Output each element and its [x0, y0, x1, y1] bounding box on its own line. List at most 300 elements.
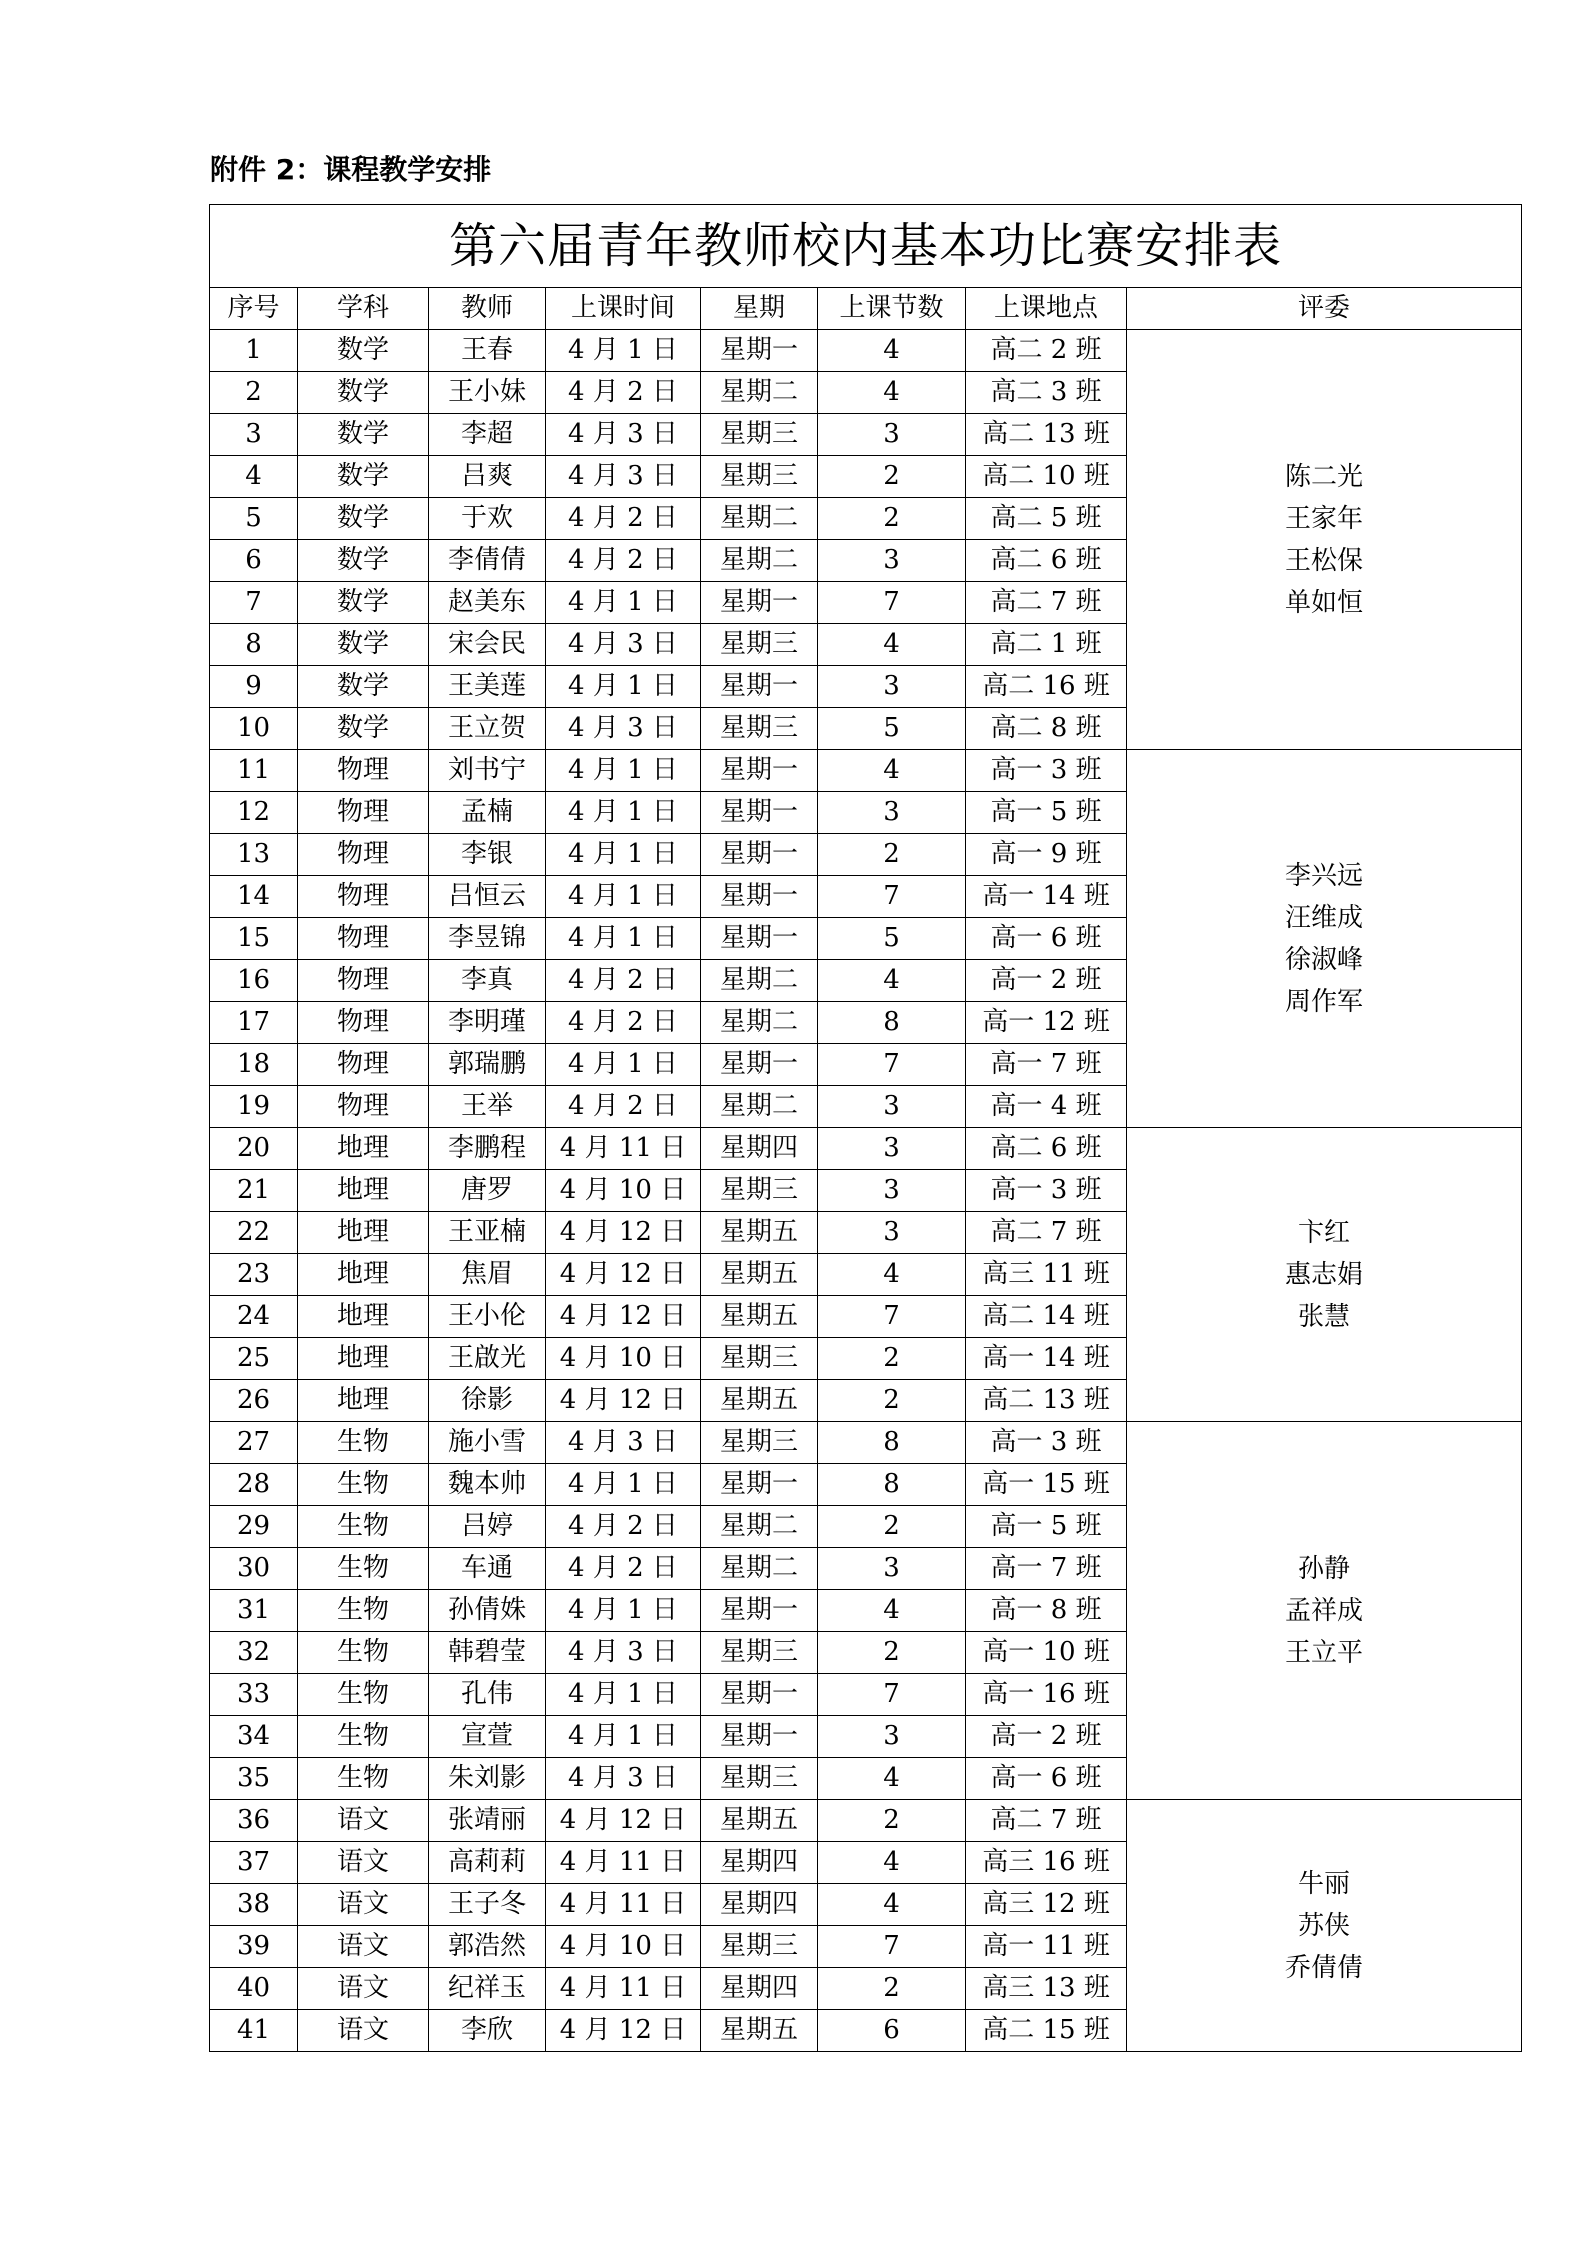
classroom-cell: 高二 6 班 [966, 540, 1127, 582]
teacher-cell: 于欢 [429, 498, 546, 540]
period-cell: 4 [818, 1590, 966, 1632]
class-date-cell: 4 月 10 日 [546, 1338, 701, 1380]
teacher-cell: 焦眉 [429, 1254, 546, 1296]
classroom-cell: 高二 13 班 [966, 1380, 1127, 1422]
row-number-cell: 15 [210, 918, 298, 960]
class-date-cell: 4 月 1 日 [546, 1716, 701, 1758]
subject-cell: 数学 [298, 372, 429, 414]
period-cell: 2 [818, 1968, 966, 2010]
teacher-cell: 王啟光 [429, 1338, 546, 1380]
class-date-cell: 4 月 2 日 [546, 1506, 701, 1548]
subject-cell: 语文 [298, 1968, 429, 2010]
row-number-cell: 31 [210, 1590, 298, 1632]
class-date-cell: 4 月 12 日 [546, 1212, 701, 1254]
judge-name: 乔倩倩 [1285, 1952, 1364, 1983]
subject-cell: 生物 [298, 1716, 429, 1758]
class-date-cell: 4 月 12 日 [546, 1254, 701, 1296]
subject-cell: 生物 [298, 1506, 429, 1548]
subject-cell: 生物 [298, 1758, 429, 1800]
period-cell: 4 [818, 372, 966, 414]
class-date-cell: 4 月 2 日 [546, 1002, 701, 1044]
teacher-cell: 王小伦 [429, 1296, 546, 1338]
period-cell: 4 [818, 1884, 966, 1926]
row-number-cell: 11 [210, 750, 298, 792]
row-number-cell: 14 [210, 876, 298, 918]
class-date-cell: 4 月 3 日 [546, 414, 701, 456]
period-cell: 7 [818, 582, 966, 624]
teacher-cell: 王亚楠 [429, 1212, 546, 1254]
weekday-cell: 星期二 [701, 498, 818, 540]
classroom-cell: 高一 11 班 [966, 1926, 1127, 1968]
subject-cell: 数学 [298, 540, 429, 582]
subject-cell: 语文 [298, 2010, 429, 2052]
weekday-cell: 星期一 [701, 1674, 818, 1716]
class-date-cell: 4 月 12 日 [546, 1380, 701, 1422]
subject-cell: 物理 [298, 834, 429, 876]
class-date-cell: 4 月 12 日 [546, 2010, 701, 2052]
row-number-cell: 36 [210, 1800, 298, 1842]
subject-cell: 物理 [298, 750, 429, 792]
teacher-cell: 高莉莉 [429, 1842, 546, 1884]
teacher-cell: 韩碧莹 [429, 1632, 546, 1674]
class-date-cell: 4 月 1 日 [546, 876, 701, 918]
class-date-cell: 4 月 1 日 [546, 1044, 701, 1086]
subject-cell: 数学 [298, 414, 429, 456]
table-row [210, 1422, 1522, 1464]
period-cell: 7 [818, 1296, 966, 1338]
weekday-cell: 星期四 [701, 1884, 818, 1926]
period-cell: 3 [818, 414, 966, 456]
weekday-cell: 星期一 [701, 1464, 818, 1506]
classroom-cell: 高二 6 班 [966, 1128, 1127, 1170]
class-date-cell: 4 月 12 日 [546, 1800, 701, 1842]
class-date-cell: 4 月 1 日 [546, 330, 701, 372]
teacher-cell: 李银 [429, 834, 546, 876]
subject-cell: 地理 [298, 1212, 429, 1254]
subject-cell: 生物 [298, 1548, 429, 1590]
classroom-cell: 高一 2 班 [966, 960, 1127, 1002]
judge-name: 卞红 [1298, 1217, 1351, 1248]
weekday-cell: 星期三 [701, 1632, 818, 1674]
attachment-label: 附件 2：课程教学安排 [210, 153, 492, 186]
weekday-cell: 星期二 [701, 1506, 818, 1548]
class-date-cell: 4 月 12 日 [546, 1296, 701, 1338]
table-title: 第六届青年教师校内基本功比赛安排表 [210, 205, 1522, 288]
weekday-cell: 星期三 [701, 414, 818, 456]
header-cell: 上课节数 [818, 288, 966, 330]
classroom-cell: 高一 15 班 [966, 1464, 1127, 1506]
period-cell: 7 [818, 1926, 966, 1968]
subject-cell: 生物 [298, 1422, 429, 1464]
judge-name: 王立平 [1285, 1637, 1364, 1668]
period-cell: 8 [818, 1464, 966, 1506]
weekday-cell: 星期四 [701, 1842, 818, 1884]
period-cell: 4 [818, 330, 966, 372]
period-cell: 4 [818, 1842, 966, 1884]
classroom-cell: 高二 2 班 [966, 330, 1127, 372]
teacher-cell: 车通 [429, 1548, 546, 1590]
row-number-cell: 1 [210, 330, 298, 372]
row-number-cell: 4 [210, 456, 298, 498]
row-number-cell: 6 [210, 540, 298, 582]
classroom-cell: 高一 5 班 [966, 792, 1127, 834]
teacher-cell: 王美莲 [429, 666, 546, 708]
classroom-cell: 高二 16 班 [966, 666, 1127, 708]
period-cell: 3 [818, 1548, 966, 1590]
period-cell: 2 [818, 1506, 966, 1548]
class-date-cell: 4 月 1 日 [546, 918, 701, 960]
teacher-cell: 王小妹 [429, 372, 546, 414]
class-date-cell: 4 月 3 日 [546, 456, 701, 498]
period-cell: 2 [818, 1338, 966, 1380]
class-date-cell: 4 月 1 日 [546, 666, 701, 708]
class-date-cell: 4 月 3 日 [546, 624, 701, 666]
row-number-cell: 34 [210, 1716, 298, 1758]
period-cell: 6 [818, 2010, 966, 2052]
class-date-cell: 4 月 11 日 [546, 1128, 701, 1170]
header-cell: 评委 [1127, 288, 1522, 330]
teacher-cell: 李明瑾 [429, 1002, 546, 1044]
weekday-cell: 星期一 [701, 834, 818, 876]
judge-name: 王家年 [1285, 503, 1364, 534]
subject-cell: 物理 [298, 960, 429, 1002]
subject-cell: 物理 [298, 1002, 429, 1044]
weekday-cell: 星期一 [701, 330, 818, 372]
row-number-cell: 30 [210, 1548, 298, 1590]
header-cell: 序号 [210, 288, 298, 330]
period-cell: 2 [818, 1632, 966, 1674]
period-cell: 3 [818, 1086, 966, 1128]
period-cell: 2 [818, 834, 966, 876]
weekday-cell: 星期三 [701, 708, 818, 750]
classroom-cell: 高一 4 班 [966, 1086, 1127, 1128]
classroom-cell: 高二 8 班 [966, 708, 1127, 750]
teacher-cell: 郭瑞鹏 [429, 1044, 546, 1086]
classroom-cell: 高一 12 班 [966, 1002, 1127, 1044]
row-number-cell: 3 [210, 414, 298, 456]
classroom-cell: 高一 3 班 [966, 750, 1127, 792]
classroom-cell: 高一 7 班 [966, 1548, 1127, 1590]
class-date-cell: 4 月 2 日 [546, 498, 701, 540]
table-row [210, 1800, 1522, 1842]
row-number-cell: 24 [210, 1296, 298, 1338]
classroom-cell: 高一 5 班 [966, 1506, 1127, 1548]
weekday-cell: 星期三 [701, 1926, 818, 1968]
header-cell: 教师 [429, 288, 546, 330]
subject-cell: 生物 [298, 1464, 429, 1506]
row-number-cell: 40 [210, 1968, 298, 2010]
row-number-cell: 32 [210, 1632, 298, 1674]
classroom-cell: 高二 7 班 [966, 582, 1127, 624]
period-cell: 7 [818, 876, 966, 918]
header-cell: 星期 [701, 288, 818, 330]
row-number-cell: 7 [210, 582, 298, 624]
subject-cell: 数学 [298, 582, 429, 624]
period-cell: 8 [818, 1002, 966, 1044]
teacher-cell: 宣萱 [429, 1716, 546, 1758]
period-cell: 3 [818, 540, 966, 582]
subject-cell: 物理 [298, 918, 429, 960]
subject-cell: 地理 [298, 1380, 429, 1422]
teacher-cell: 孔伟 [429, 1674, 546, 1716]
row-number-cell: 22 [210, 1212, 298, 1254]
class-date-cell: 4 月 10 日 [546, 1926, 701, 1968]
weekday-cell: 星期一 [701, 750, 818, 792]
row-number-cell: 27 [210, 1422, 298, 1464]
classroom-cell: 高一 9 班 [966, 834, 1127, 876]
teacher-cell: 李昱锦 [429, 918, 546, 960]
period-cell: 4 [818, 750, 966, 792]
subject-cell: 地理 [298, 1128, 429, 1170]
teacher-cell: 徐影 [429, 1380, 546, 1422]
period-cell: 7 [818, 1674, 966, 1716]
judges-cell [1127, 330, 1522, 750]
teacher-cell: 张靖丽 [429, 1800, 546, 1842]
teacher-cell: 魏本帅 [429, 1464, 546, 1506]
class-date-cell: 4 月 2 日 [546, 960, 701, 1002]
period-cell: 2 [818, 1800, 966, 1842]
subject-cell: 数学 [298, 624, 429, 666]
row-number-cell: 25 [210, 1338, 298, 1380]
weekday-cell: 星期一 [701, 1590, 818, 1632]
subject-cell: 语文 [298, 1884, 429, 1926]
class-date-cell: 4 月 3 日 [546, 708, 701, 750]
judges-cell [1127, 1422, 1522, 1800]
judge-name: 张慧 [1298, 1301, 1351, 1332]
judge-name: 牛丽 [1298, 1868, 1351, 1899]
table-header-row [210, 288, 1522, 330]
weekday-cell: 星期三 [701, 624, 818, 666]
subject-cell: 数学 [298, 456, 429, 498]
weekday-cell: 星期五 [701, 1380, 818, 1422]
teacher-cell: 宋会民 [429, 624, 546, 666]
weekday-cell: 星期一 [701, 582, 818, 624]
row-number-cell: 8 [210, 624, 298, 666]
subject-cell: 生物 [298, 1674, 429, 1716]
class-date-cell: 4 月 2 日 [546, 540, 701, 582]
class-date-cell: 4 月 2 日 [546, 1086, 701, 1128]
classroom-cell: 高一 6 班 [966, 1758, 1127, 1800]
weekday-cell: 星期二 [701, 372, 818, 414]
classroom-cell: 高一 6 班 [966, 918, 1127, 960]
subject-cell: 数学 [298, 498, 429, 540]
row-number-cell: 29 [210, 1506, 298, 1548]
judges-cell [1127, 1128, 1522, 1422]
classroom-cell: 高二 7 班 [966, 1800, 1127, 1842]
header-cell: 上课时间 [546, 288, 701, 330]
judge-name: 李兴远 [1285, 860, 1364, 891]
weekday-cell: 星期一 [701, 918, 818, 960]
class-date-cell: 4 月 1 日 [546, 834, 701, 876]
classroom-cell: 高一 14 班 [966, 1338, 1127, 1380]
subject-cell: 语文 [298, 1800, 429, 1842]
weekday-cell: 星期二 [701, 540, 818, 582]
judge-name: 周作军 [1285, 986, 1364, 1017]
teacher-cell: 吕婷 [429, 1506, 546, 1548]
class-date-cell: 4 月 3 日 [546, 1422, 701, 1464]
row-number-cell: 41 [210, 2010, 298, 2052]
class-date-cell: 4 月 3 日 [546, 1632, 701, 1674]
weekday-cell: 星期五 [701, 1296, 818, 1338]
class-date-cell: 4 月 1 日 [546, 792, 701, 834]
weekday-cell: 星期一 [701, 876, 818, 918]
row-number-cell: 9 [210, 666, 298, 708]
teacher-cell: 王举 [429, 1086, 546, 1128]
teacher-cell: 王子冬 [429, 1884, 546, 1926]
weekday-cell: 星期四 [701, 1128, 818, 1170]
teacher-cell: 李真 [429, 960, 546, 1002]
table-row [210, 330, 1522, 372]
row-number-cell: 37 [210, 1842, 298, 1884]
judge-name: 惠志娟 [1285, 1259, 1364, 1290]
subject-cell: 数学 [298, 666, 429, 708]
row-number-cell: 18 [210, 1044, 298, 1086]
row-number-cell: 35 [210, 1758, 298, 1800]
teacher-cell: 唐罗 [429, 1170, 546, 1212]
row-number-cell: 5 [210, 498, 298, 540]
row-number-cell: 23 [210, 1254, 298, 1296]
subject-cell: 地理 [298, 1296, 429, 1338]
class-date-cell: 4 月 1 日 [546, 1674, 701, 1716]
classroom-cell: 高一 3 班 [966, 1422, 1127, 1464]
subject-cell: 语文 [298, 1842, 429, 1884]
weekday-cell: 星期三 [701, 1422, 818, 1464]
weekday-cell: 星期三 [701, 1170, 818, 1212]
period-cell: 8 [818, 1422, 966, 1464]
class-date-cell: 4 月 1 日 [546, 1590, 701, 1632]
teacher-cell: 郭浩然 [429, 1926, 546, 1968]
classroom-cell: 高二 3 班 [966, 372, 1127, 414]
schedule-table [209, 204, 1522, 2052]
classroom-cell: 高一 2 班 [966, 1716, 1127, 1758]
teacher-cell: 吕爽 [429, 456, 546, 498]
classroom-cell: 高二 7 班 [966, 1212, 1127, 1254]
weekday-cell: 星期五 [701, 1212, 818, 1254]
class-date-cell: 4 月 2 日 [546, 372, 701, 414]
judge-name: 徐淑峰 [1285, 944, 1364, 975]
period-cell: 3 [818, 1716, 966, 1758]
judges-cell [1127, 750, 1522, 1128]
subject-cell: 生物 [298, 1632, 429, 1674]
subject-cell: 物理 [298, 1086, 429, 1128]
weekday-cell: 星期五 [701, 2010, 818, 2052]
period-cell: 4 [818, 1758, 966, 1800]
judge-name: 孟祥成 [1285, 1595, 1364, 1626]
subject-cell: 数学 [298, 330, 429, 372]
weekday-cell: 星期四 [701, 1968, 818, 2010]
period-cell: 3 [818, 1212, 966, 1254]
classroom-cell: 高二 13 班 [966, 414, 1127, 456]
table-row [210, 750, 1522, 792]
class-date-cell: 4 月 2 日 [546, 1548, 701, 1590]
classroom-cell: 高三 11 班 [966, 1254, 1127, 1296]
period-cell: 3 [818, 792, 966, 834]
subject-cell: 物理 [298, 792, 429, 834]
class-date-cell: 4 月 11 日 [546, 1968, 701, 2010]
class-date-cell: 4 月 1 日 [546, 582, 701, 624]
classroom-cell: 高一 14 班 [966, 876, 1127, 918]
period-cell: 3 [818, 1170, 966, 1212]
classroom-cell: 高三 13 班 [966, 1968, 1127, 2010]
weekday-cell: 星期五 [701, 1254, 818, 1296]
classroom-cell: 高一 8 班 [966, 1590, 1127, 1632]
judges-cell [1127, 1800, 1522, 2052]
classroom-cell: 高一 16 班 [966, 1674, 1127, 1716]
row-number-cell: 20 [210, 1128, 298, 1170]
period-cell: 3 [818, 666, 966, 708]
weekday-cell: 星期二 [701, 960, 818, 1002]
row-number-cell: 17 [210, 1002, 298, 1044]
period-cell: 7 [818, 1044, 966, 1086]
period-cell: 5 [818, 708, 966, 750]
weekday-cell: 星期一 [701, 792, 818, 834]
classroom-cell: 高二 5 班 [966, 498, 1127, 540]
classroom-cell: 高二 14 班 [966, 1296, 1127, 1338]
weekday-cell: 星期二 [701, 1548, 818, 1590]
weekday-cell: 星期三 [701, 1338, 818, 1380]
judge-name: 孙静 [1298, 1553, 1351, 1584]
judge-name: 单如恒 [1285, 587, 1364, 618]
judge-name: 汪维成 [1285, 902, 1364, 933]
teacher-cell: 赵美东 [429, 582, 546, 624]
row-number-cell: 28 [210, 1464, 298, 1506]
row-number-cell: 12 [210, 792, 298, 834]
teacher-cell: 吕恒云 [429, 876, 546, 918]
class-date-cell: 4 月 10 日 [546, 1170, 701, 1212]
weekday-cell: 星期三 [701, 1758, 818, 1800]
row-number-cell: 39 [210, 1926, 298, 1968]
class-date-cell: 4 月 1 日 [546, 1464, 701, 1506]
teacher-cell: 孙倩姝 [429, 1590, 546, 1632]
subject-cell: 物理 [298, 876, 429, 918]
weekday-cell: 星期三 [701, 456, 818, 498]
classroom-cell: 高二 1 班 [966, 624, 1127, 666]
weekday-cell: 星期五 [701, 1800, 818, 1842]
teacher-cell: 李超 [429, 414, 546, 456]
teacher-cell: 孟楠 [429, 792, 546, 834]
subject-cell: 地理 [298, 1254, 429, 1296]
subject-cell: 生物 [298, 1590, 429, 1632]
table-row [210, 1128, 1522, 1170]
classroom-cell: 高一 10 班 [966, 1632, 1127, 1674]
teacher-cell: 王春 [429, 330, 546, 372]
subject-cell: 物理 [298, 1044, 429, 1086]
weekday-cell: 星期一 [701, 1044, 818, 1086]
judge-name: 王松保 [1285, 545, 1364, 576]
teacher-cell: 朱刘影 [429, 1758, 546, 1800]
classroom-cell: 高一 3 班 [966, 1170, 1127, 1212]
teacher-cell: 纪祥玉 [429, 1968, 546, 2010]
row-number-cell: 2 [210, 372, 298, 414]
period-cell: 4 [818, 624, 966, 666]
row-number-cell: 38 [210, 1884, 298, 1926]
teacher-cell: 施小雪 [429, 1422, 546, 1464]
row-number-cell: 26 [210, 1380, 298, 1422]
teacher-cell: 王立贺 [429, 708, 546, 750]
weekday-cell: 星期二 [701, 1002, 818, 1044]
row-number-cell: 33 [210, 1674, 298, 1716]
row-number-cell: 10 [210, 708, 298, 750]
subject-cell: 数学 [298, 708, 429, 750]
class-date-cell: 4 月 11 日 [546, 1842, 701, 1884]
class-date-cell: 4 月 3 日 [546, 1758, 701, 1800]
teacher-cell: 李欣 [429, 2010, 546, 2052]
period-cell: 4 [818, 1254, 966, 1296]
row-number-cell: 19 [210, 1086, 298, 1128]
classroom-cell: 高二 10 班 [966, 456, 1127, 498]
period-cell: 2 [818, 498, 966, 540]
teacher-cell: 刘书宁 [429, 750, 546, 792]
